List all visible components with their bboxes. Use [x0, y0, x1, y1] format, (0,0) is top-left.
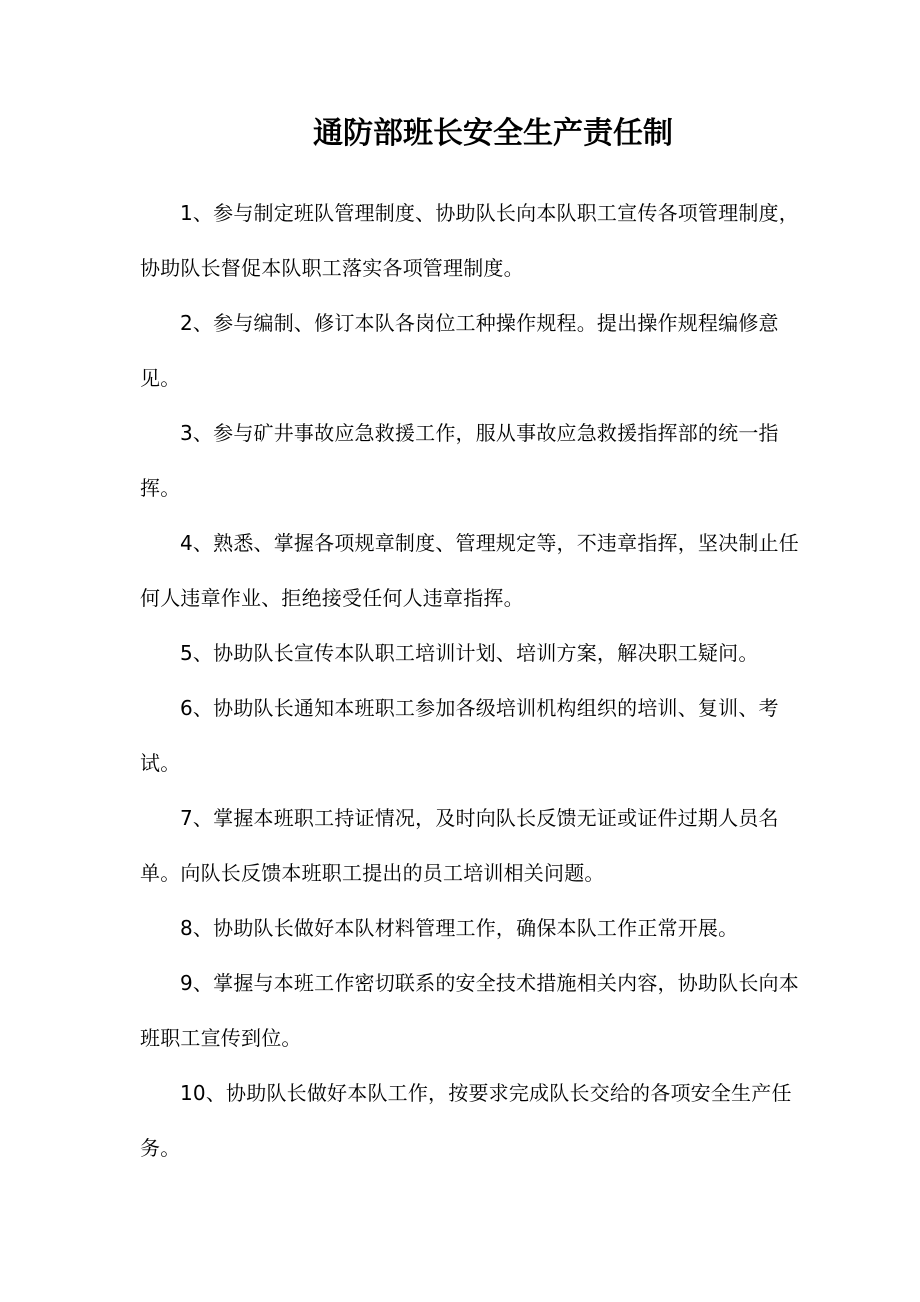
paragraph-item-10: 10、协助队长做好本队工作，按要求完成队长交给的各项安全生产任务。: [140, 1081, 792, 1160]
paragraph-item-9: 9、掌握与本班工作密切联系的安全技术措施相关内容，协助队长向本班职工宣传到位。: [140, 971, 799, 1050]
paragraph-item-1: 1、参与制定班队管理制度、协助队长向本队职工宣传各项管理制度，协助队长督促本队职工落实各项管理制度。: [140, 201, 799, 280]
paragraph-item-4: 4、熟悉、掌握各项规章制度、管理规定等，不违章指挥，坚决制止任何人违章作业、拒绝接受任何人违章指挥。: [140, 531, 799, 610]
paragraph-item-8: 8、协助队长做好本队材料管理工作，确保本队工作正常开展。: [180, 916, 739, 940]
paragraph-item-5: 5、协助队长宣传本队职工培训计划、培训方案，解决职工疑问。: [180, 641, 759, 665]
paragraph-item-2: 2、参与编制、修订本队各岗位工种操作规程。提出操作规程编修意见。: [140, 311, 779, 390]
document-body: [140, 186, 800, 1176]
paragraph-item-6: 6、协助队长通知本班职工参加各级培训机构组织的培训、复训、考试。: [140, 696, 779, 775]
document-title: [0, 110, 920, 158]
document-title-text: 通防部班长安全生产责任制: [313, 116, 673, 151]
paragraph-item-3: 3、参与矿井事故应急救援工作，服从事故应急救援指挥部的统一指挥。: [140, 421, 779, 500]
paragraph-item-7: 7、掌握本班职工持证情况，及时向队长反馈无证或证件过期人员名单。向队长反馈本班职工提出的员工培训相关问题。: [140, 806, 779, 885]
